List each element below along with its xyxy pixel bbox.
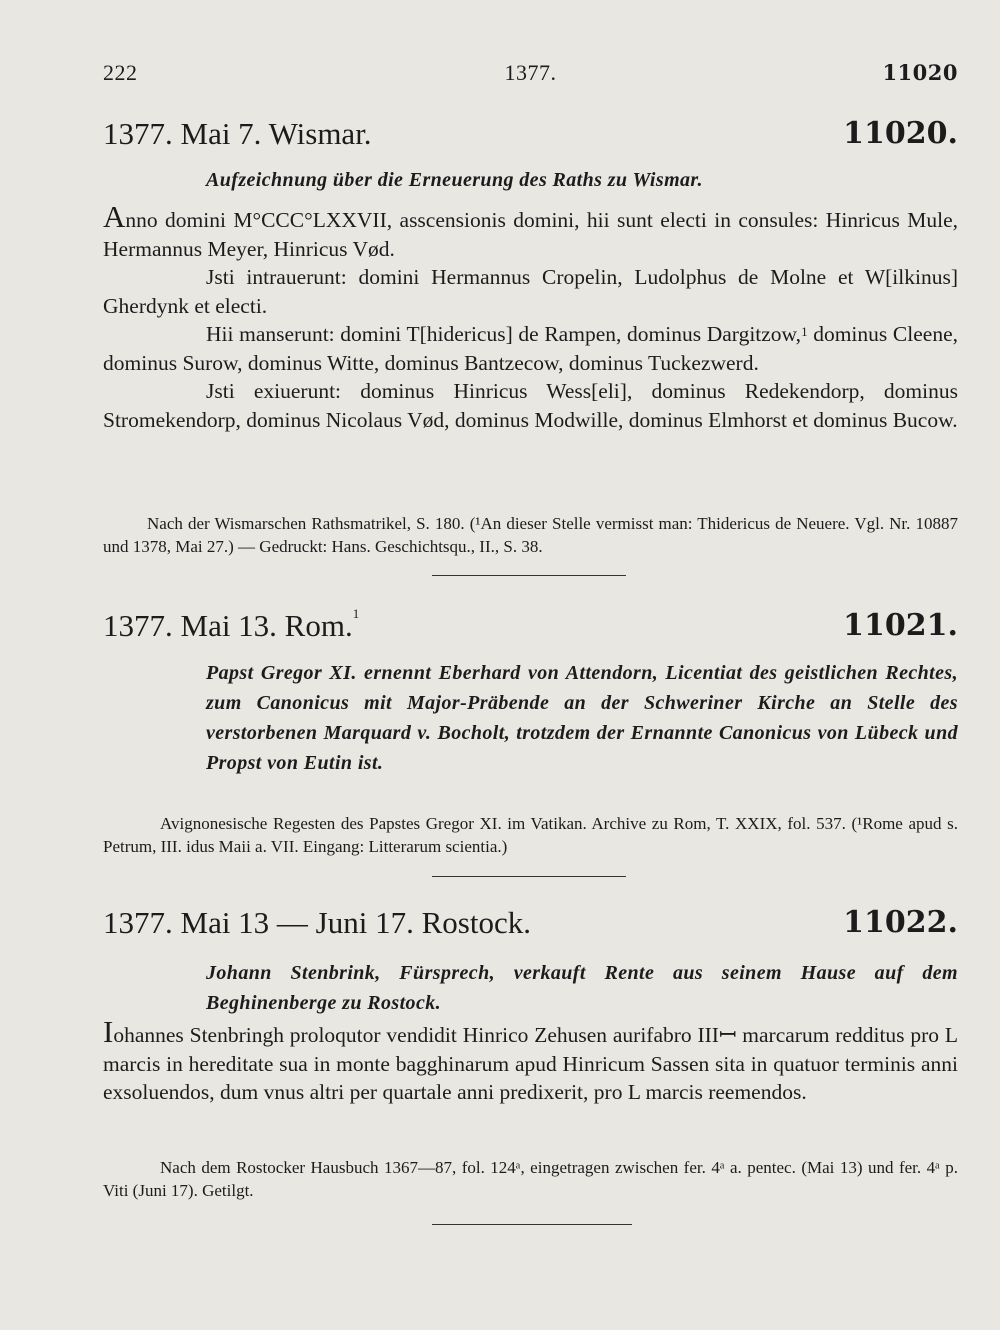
running-doc-number: 11020: [882, 60, 958, 85]
running-header: [103, 60, 958, 90]
divider: [432, 575, 626, 576]
entry-number: 11022.: [843, 905, 958, 940]
divider: [432, 1224, 632, 1225]
entry-heading: [103, 608, 958, 652]
entry-heading: [103, 905, 958, 949]
entry-date: 1377. Mai 13 — Juni 17. Rostock.: [103, 905, 531, 940]
paragraph-text: Hii manserunt: domini T[hidericus] de Rampen, dominus Dargitzow,: [206, 322, 802, 346]
entry-heading: [103, 116, 958, 160]
source-note: Nach dem Rostocker Hausbuch 1367—87, fol. 124ᵃ, eingetragen zwischen fer. 4ᵃ a. pentec. (Mai 13) und fer. 4ᵃ p. Viti (Juni 17). Getilgt.: [103, 1158, 958, 1200]
paragraph-text: dominus Cleene, dominus Surow, dominus Witte, dominus Bantzecow, dominus Tuckezwerd.: [103, 322, 958, 375]
entry-summary: Aufzeichnung über die Erneuerung des Raths zu Wismar.: [206, 169, 703, 191]
source-note: Avignonesische Regesten des Papstes Gregor XI. im Vatikan. Archive zu Rom, T. XXIX, fol. 537. (¹Rome apud s. Petrum, III. idus Maii a. VII. Eingang: Litterarum scientia.): [103, 814, 958, 856]
source-note: [103, 512, 958, 558]
initial-letter: A: [103, 199, 126, 234]
entry-number: 11020.: [843, 116, 958, 151]
page-number: 222: [103, 60, 138, 85]
paragraph-text: nno domini M°CCC°LXXVII, asscensionis domini, hii sunt electi in consules: Hinricus Mule, Hermannus Meyer, Hinricus Vød.: [103, 208, 958, 261]
paragraph: [103, 320, 958, 377]
paragraph: Jsti exiuerunt: dominus Hinricus Wess[eli], dominus Redekendorp, dominus Stromekendorp, dominus Nicolaus Vød, dominus Modwille, dominus Elmhorst et dominus Bucow.: [103, 379, 958, 432]
entry-date: 1377. Mai 7. Wismar.: [103, 116, 372, 151]
entry-summary: Papst Gregor XI. ernennt Eberhard von Attendorn, Licentiat des geistlichen Rechtes, zum Canonicus mit Major-Präbende an der Schweriner Kirche an Stelle des verstorbenen Marquard v. Bocholt, trotzdem der Ernannte Canonicus von Lübeck und Propst von Eutin ist.: [206, 662, 958, 774]
footnote-marker: 1: [801, 324, 808, 339]
paragraph-text: ohannes Stenbringh proloqutor vendidit Hinrico Zehusen aurifabro IIIꟷ marcarum redditus pro L marcis in hereditate sua in monte bagghinarum apud Hinricum Sassen sita in quatuor terminis anni exsoluendos, dum vnus altri per quartale anni predixerit, pro L marcis reemendos.: [103, 1023, 958, 1104]
footnote-marker: 1: [352, 606, 360, 621]
paragraph: [103, 199, 958, 263]
entry-date: 1377. Mai 13. Rom.$^1$: [103, 606, 360, 643]
source-text: Nach der Wismarschen Rathsmatrikel, S. 180. (¹An dieser Stelle vermisst man: Thidericus de Neuere. Vgl. Nr. 10887 und 1378, Mai 27.) — Gedruckt: Hans. Geschichtsqu., II., S. 38.: [103, 514, 958, 556]
divider: [432, 876, 626, 877]
entry-summary: Johann Stenbrink, Fürsprech, verkauft Rente aus seinem Hause auf dem Beghinenberge zu Rostock.: [206, 962, 958, 1014]
running-year: 1377.: [504, 60, 557, 85]
entry-number: 11021.: [843, 608, 958, 643]
initial-letter: I: [103, 1014, 114, 1049]
paragraph: Jsti intrauerunt: domini Hermannus Cropelin, Ludolphus de Molne et W[ilkinus] Gherdynk et electi.: [103, 265, 958, 318]
entry-text: [103, 199, 958, 434]
paragraph: [103, 1014, 958, 1107]
entry-text: [103, 1014, 958, 1107]
